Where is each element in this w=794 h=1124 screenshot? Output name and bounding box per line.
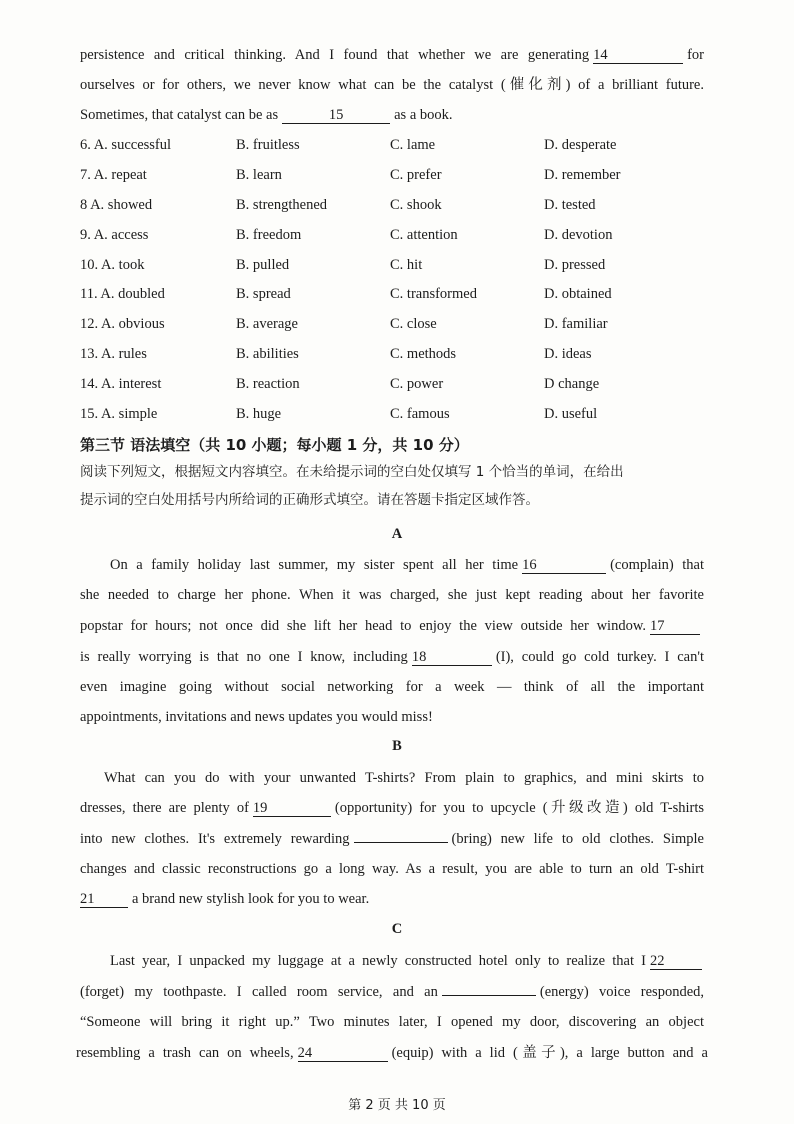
option-c[interactable]: C. prefer: [390, 167, 442, 183]
answer-blank-22[interactable]: 22: [650, 953, 702, 970]
passage-line: she needed to charge her phone. When it was charged, she just kept reading about her favorite: [80, 587, 704, 603]
option-b[interactable]: B. abilities: [236, 346, 299, 362]
option-row: [80, 285, 720, 303]
option-a[interactable]: A. successful: [93, 137, 172, 153]
question-options: 13. A. rules: [80, 346, 147, 362]
passage-line: “Someone will bring it right up.” Two minutes later, I opened my door, discovering an object: [80, 1014, 704, 1030]
passage-line: 21 a brand new stylish look for you to wear.: [80, 891, 370, 907]
option-d[interactable]: D. remember: [544, 167, 621, 183]
option-a[interactable]: A. took: [100, 257, 145, 273]
option-d[interactable]: D. ideas: [544, 346, 592, 362]
answer-blank-19[interactable]: 19: [253, 800, 331, 817]
option-a[interactable]: A. repeat: [93, 167, 147, 183]
option-row: [80, 136, 720, 154]
option-b[interactable]: B. huge: [236, 406, 282, 422]
answer-blank-15[interactable]: 15: [282, 107, 390, 124]
option-d[interactable]: D. pressed: [544, 257, 606, 273]
passage-line: appointments, invitations and news updates you would miss!: [80, 709, 433, 725]
option-d[interactable]: D. tested: [544, 197, 596, 213]
option-b[interactable]: B. freedom: [236, 227, 302, 243]
question-options: 11. A. doubled: [80, 286, 165, 302]
question-options: 9. A. access: [80, 227, 149, 243]
answer-blank-21[interactable]: 21: [80, 891, 128, 908]
passage-line: dresses, there are plenty of 19 (opportunity) for you to upcycle (升级改造) old T-shirts: [80, 800, 704, 816]
option-d[interactable]: D. familiar: [544, 316, 608, 332]
option-a[interactable]: A. interest: [100, 376, 162, 392]
answer-blank-23[interactable]: [442, 995, 536, 996]
passage-line: into new clothes. It's extremely rewarding (bring) new life to old clothes. Simple: [80, 831, 704, 847]
section-title: 第三节 语法填空（共 10 小题；每小题 1 分，共 10 分）: [80, 436, 469, 454]
part-label-a: A: [391, 526, 403, 542]
option-row: [80, 226, 720, 244]
passage-line: even imagine going without social networking for a week — think of all the important: [80, 679, 704, 695]
option-c[interactable]: C. methods: [390, 346, 457, 362]
passage-line: changes and classic reconstructions go a long way. As a result, you are able to turn an old T-shirt: [80, 861, 704, 877]
option-c[interactable]: C. famous: [390, 406, 450, 422]
option-d[interactable]: D. devotion: [544, 227, 613, 243]
instructions-line: 提示词的空白处用括号内所给词的正确形式填空。请在答题卡指定区域作答。: [80, 492, 539, 508]
option-row: [80, 405, 720, 423]
option-d[interactable]: D. obtained: [544, 286, 612, 302]
question-options: 10. A. took: [80, 257, 145, 273]
option-a[interactable]: A. showed: [90, 197, 153, 213]
option-c[interactable]: C. shook: [390, 197, 442, 213]
passage-line: What can you do with your unwanted T-shirts? From plain to graphics, and mini skirts to: [104, 770, 704, 786]
passage-line: Sometimes, that catalyst can be as 15 as a book.: [80, 107, 453, 123]
answer-blank-17[interactable]: 17: [650, 618, 700, 635]
passage-line: On a family holiday last summer, my sister spent all her time 16 (complain) that: [110, 557, 704, 573]
question-options: 7. A. repeat: [80, 167, 147, 183]
option-row: [80, 256, 720, 274]
option-c[interactable]: C. power: [390, 376, 444, 392]
part-label-c: C: [391, 921, 403, 937]
option-b[interactable]: B. learn: [236, 167, 282, 183]
option-b[interactable]: B. reaction: [236, 376, 300, 392]
option-b[interactable]: B. average: [236, 316, 298, 332]
question-options: 14. A. interest: [80, 376, 162, 392]
option-row: [80, 166, 720, 184]
instructions-line: 阅读下列短文，根据短文内容填空。在未给提示词的空白处仅填写 1 个恰当的单词，在给出: [80, 464, 624, 480]
option-d[interactable]: D. useful: [544, 406, 598, 422]
option-row: [80, 345, 720, 363]
question-options: 12. A. obvious: [80, 316, 165, 332]
option-a[interactable]: A. rules: [100, 346, 147, 362]
option-row: [80, 196, 720, 214]
passage-line: popstar for hours; not once did she lift her head to enjoy the view outside her window. 17: [80, 617, 704, 635]
option-b[interactable]: B. pulled: [236, 257, 290, 273]
passage-line: persistence and critical thinking. And I found that whether we are generating 14 for: [80, 47, 704, 63]
question-options: 15. A. simple: [80, 406, 158, 422]
option-c[interactable]: C. close: [390, 316, 437, 332]
option-c[interactable]: C. lame: [390, 137, 436, 153]
passage-line: ourselves or for others, we never know what can be the catalyst (催化剂) of a brilliant future.: [80, 77, 704, 93]
option-row: [80, 315, 720, 333]
option-c[interactable]: C. attention: [390, 227, 458, 243]
passage-line: Last year, I unpacked my luggage at a newly constructed hotel only to realize that I 22: [110, 952, 706, 970]
passage-line: is really worrying is that no one I know, including 18 (I), could go cold turkey. I can't: [80, 649, 704, 665]
passage-line: resembling a trash can on wheels, 24 (equip) with a lid (盖子), a large button and a: [76, 1045, 708, 1061]
part-label-b: B: [392, 738, 402, 754]
option-row: [80, 375, 720, 393]
answer-blank-20[interactable]: [354, 842, 448, 843]
option-b[interactable]: B. fruitless: [236, 137, 300, 153]
answer-blank-14[interactable]: 14: [593, 47, 683, 64]
question-options: 8 A. showed: [80, 197, 153, 213]
option-a[interactable]: A. obvious: [100, 316, 165, 332]
option-b[interactable]: B. spread: [236, 286, 291, 302]
option-a[interactable]: A. doubled: [100, 286, 165, 302]
option-a[interactable]: A. access: [93, 227, 149, 243]
option-d[interactable]: D. desperate: [544, 137, 617, 153]
option-c[interactable]: C. transformed: [390, 286, 477, 302]
option-a[interactable]: A. simple: [100, 406, 158, 422]
answer-blank-16[interactable]: 16: [522, 557, 606, 574]
page-footer: 第 2 页 共 10 页: [348, 1098, 446, 1113]
answer-blank-24[interactable]: 24: [298, 1045, 388, 1062]
question-options: 6. A. successful: [80, 137, 172, 153]
option-d[interactable]: D change: [544, 376, 600, 392]
option-b[interactable]: B. strengthened: [236, 197, 328, 213]
passage-line: (forget) my toothpaste. I called room service, and an (energy) voice responded,: [80, 984, 705, 1000]
answer-blank-18[interactable]: 18: [412, 649, 492, 666]
option-c[interactable]: C. hit: [390, 257, 423, 273]
